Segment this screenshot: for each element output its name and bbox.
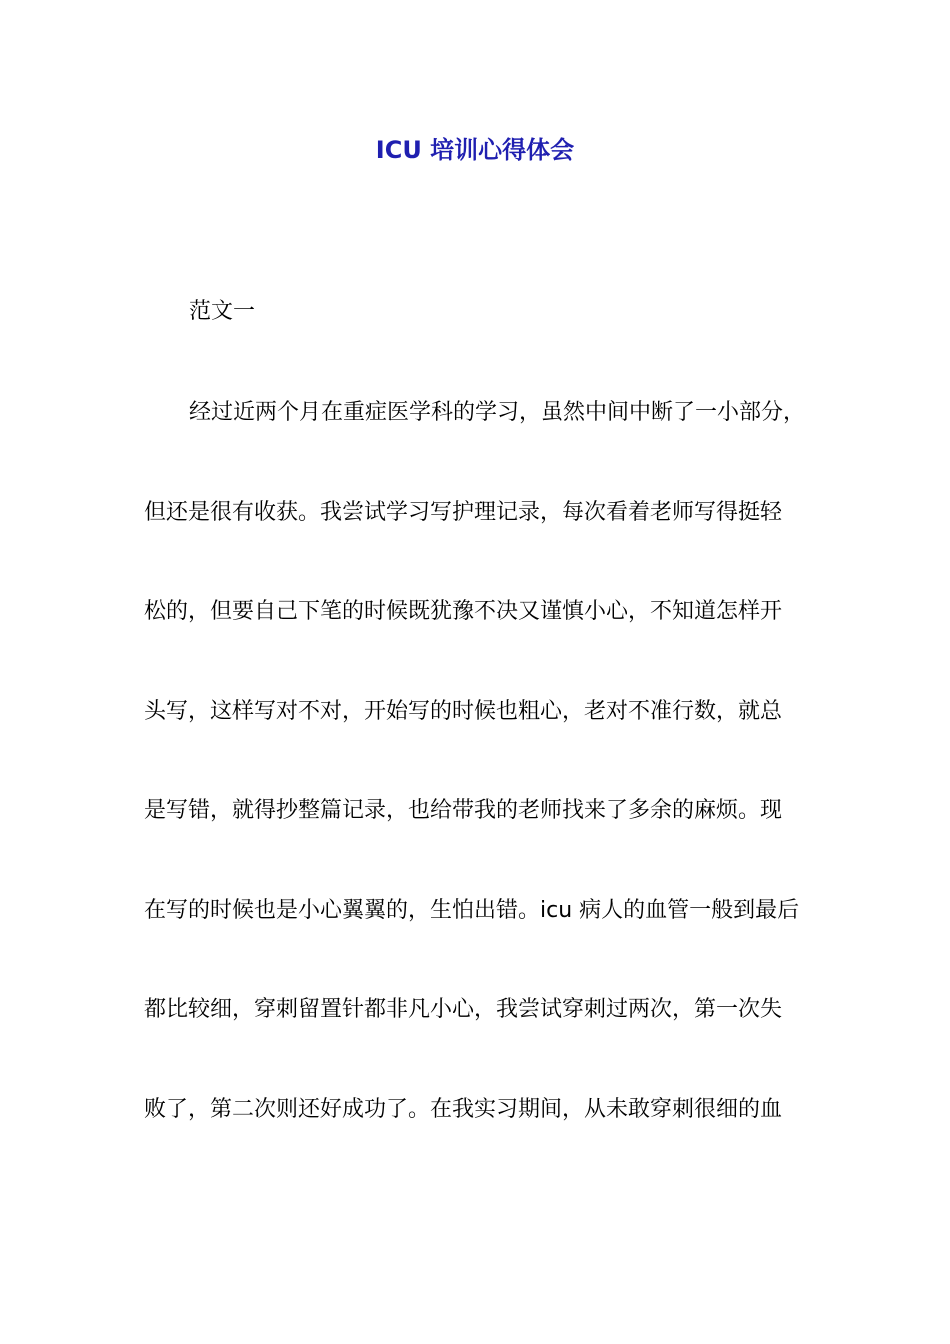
paragraph-line: 是写错，就得抄整篇记录，也给带我的老师找来了多余的麻烦。现 xyxy=(144,798,783,823)
paragraph-line: 败了，第二次则还好成功了。在我实习期间，从未敢穿刺很细的血 xyxy=(144,1097,783,1122)
paragraph-line: 但还是很有收获。我尝试学习写护理记录，每次看着老师写得挺轻 xyxy=(144,500,783,525)
paragraph-line: 都比较细，穿刺留置针都非凡小心，我尝试穿刺过两次，第一次失 xyxy=(144,997,783,1022)
paragraph-line: 头写，这样写对不对，开始写的时候也粗心，老对不准行数，就总 xyxy=(144,699,783,724)
document-title: ICU 培训心得体会 xyxy=(375,136,575,164)
paragraph-line: 松的，但要自己下笔的时候既犹豫不决又谨慎小心，不知道怎样开 xyxy=(144,599,783,624)
section-heading: 范文一 xyxy=(189,299,256,324)
paragraph-line: 在写的时候也是小心翼翼的，生怕出错。icu 病人的血管一般到最后 xyxy=(144,898,800,923)
paragraph-line: 经过近两个月在重症医学科的学习，虽然中间中断了一小部分， xyxy=(189,400,806,425)
